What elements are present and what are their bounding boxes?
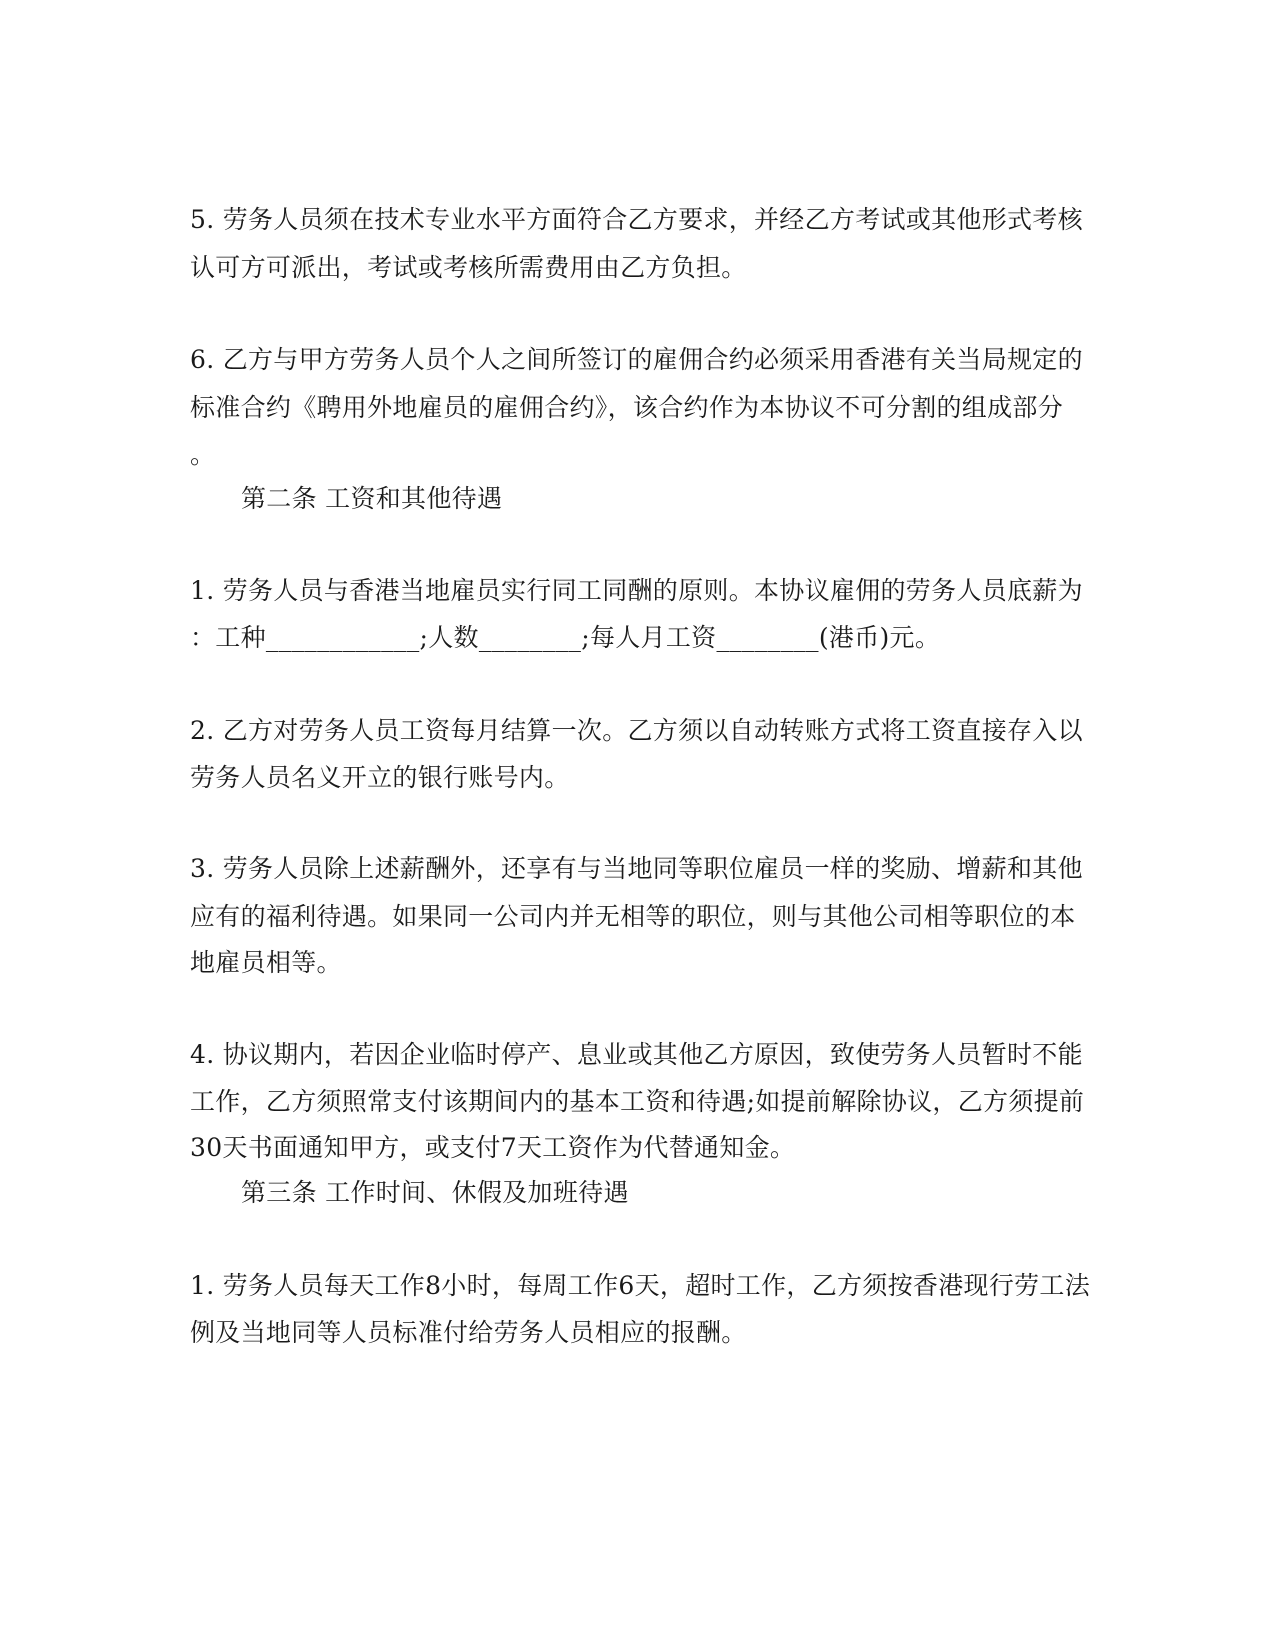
clause-6-line-1: 6. 乙方与甲方劳务人员个人之间所签订的雇佣合约必须采用香港有关当局规定的	[190, 345, 1083, 374]
article-2-item-4-line-1: 4. 协议期内，若因企业临时停产、息业或其他乙方原因，致使劳务人员暂时不能	[190, 1040, 1083, 1069]
article-3-heading: 第三条 工作时间、休假及加班待遇	[241, 1178, 629, 1207]
article-2-item-3-line-3: 地雇员相等。	[190, 948, 342, 977]
article-2-item-2-line-1: 2. 乙方对劳务人员工资每月结算一次。乙方须以自动转账方式将工资直接存入以	[190, 716, 1083, 745]
article-2-item-3-line-2: 应有的福利待遇。如果同一公司内并无相等的职位，则与其他公司相等职位的本	[190, 902, 1076, 931]
article-2-item-1-line-2: ：工种____________;人数________;每人月工资________(港币)元。	[190, 623, 941, 652]
article-2-item-4-line-2: 工作，乙方须照常支付该期间内的基本工资和待遇;如提前解除协议，乙方须提前	[190, 1087, 1085, 1116]
article-2-item-3-line-1: 3. 劳务人员除上述薪酬外，还享有与当地同等职位雇员一样的奖励、增薪和其他	[190, 854, 1083, 883]
article-3-item-1-line-2: 例及当地同等人员标准付给劳务人员相应的报酬。	[190, 1318, 747, 1347]
clause-6-line-3: 。	[190, 440, 216, 469]
article-2-item-4-line-3: 30天书面通知甲方，或支付7天工资作为代替通知金。	[190, 1133, 796, 1162]
article-3-item-1-line-1: 1. 劳务人员每天工作8小时，每周工作6天，超时工作，乙方须按香港现行劳工法	[190, 1271, 1091, 1300]
article-2-heading: 第二条 工资和其他待遇	[241, 484, 503, 513]
article-2-item-2-line-2: 劳务人员名义开立的银行账号内。	[190, 763, 570, 792]
clause-5-line-1: 5. 劳务人员须在技术专业水平方面符合乙方要求，并经乙方考试或其他形式考核	[190, 205, 1083, 234]
article-2-item-1-line-1: 1. 劳务人员与香港当地雇员实行同工同酬的原则。本协议雇佣的劳务人员底薪为	[190, 576, 1083, 605]
clause-5-line-2: 认可方可派出，考试或考核所需费用由乙方负担。	[190, 253, 747, 282]
clause-6-line-2: 标准合约《聘用外地雇员的雇佣合约》，该合约作为本协议不可分割的组成部分	[190, 393, 1064, 422]
